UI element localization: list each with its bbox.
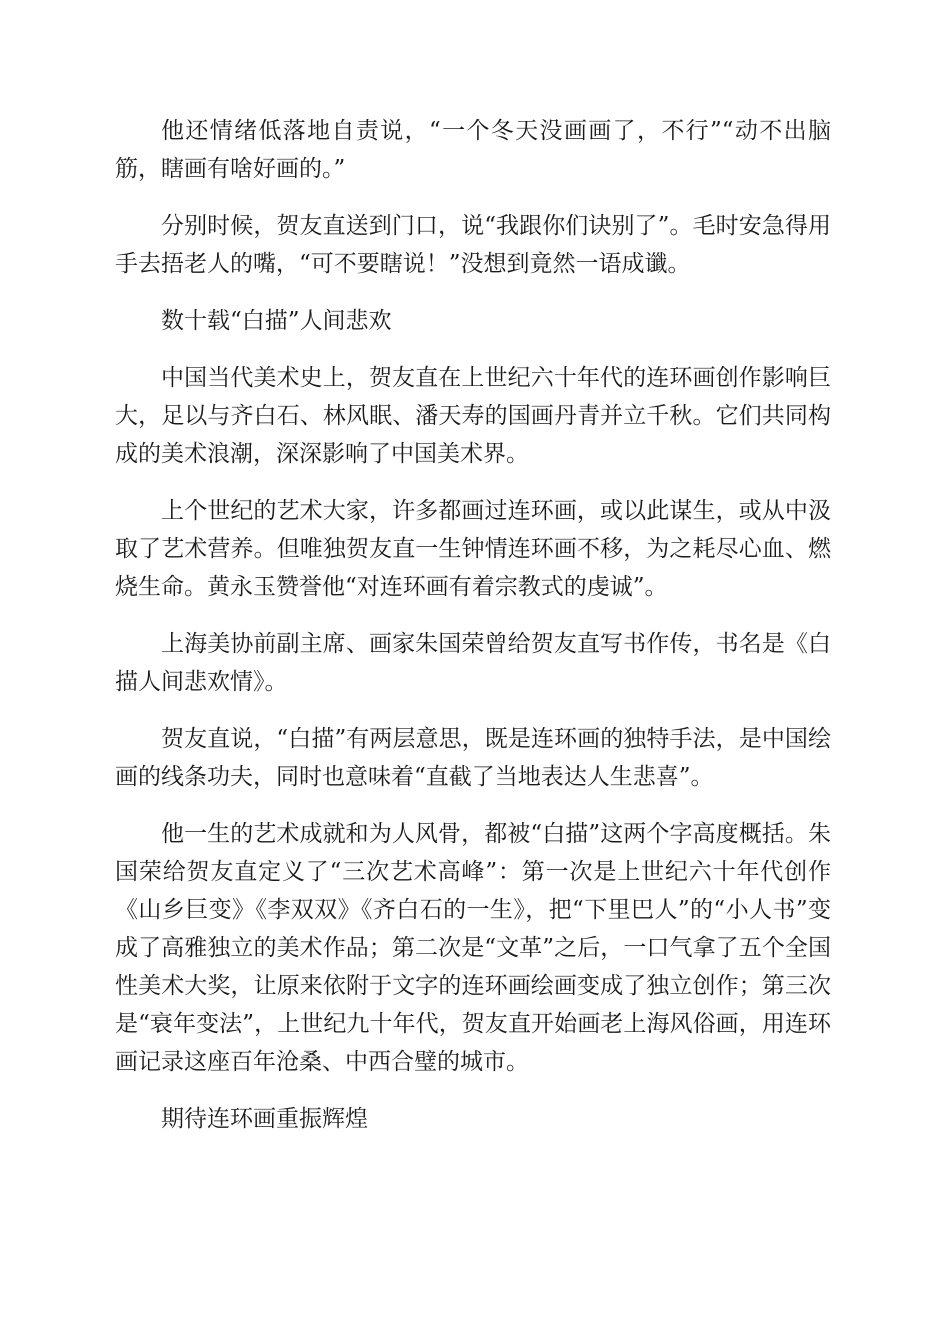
paragraph: 分别时候，贺友直送到门口，说“我跟你们诀别了”。毛时安急得用手去捂老人的嘴，“可不要瞎说！”没想到竟然一语成谶。 xyxy=(115,213,831,277)
paragraph: 上个世纪的艺术大家，许多都画过连环画，或以此谋生，或从中汲取了艺术营养。但唯独贺友直一生钟情连环画不移，为之耗尽心血、燃烧生命。黄永玉赞誉他“对连环画有着宗教式的虔诚”。 xyxy=(115,498,831,600)
paragraph: 上海美协前副主席、画家朱国荣曾给贺友直写书作传，书名是《白描人间悲欢情》。 xyxy=(115,631,831,695)
paragraph: 他一生的艺术成就和为人风骨，都被“白描”这两个字高度概括。朱国荣给贺友直定义了“三次艺术高峰”：第一次是上世纪六十年代创作《山乡巨变》《李双双》《齐白石的一生》，把“下里巴人”的“小人书”变成了高雅独立的美术作品；第二次是“文革”之后，一口气拿了五个全国性美术大奖，让原来依附于文字的连环画绘画变成了独立创作；第三次是“衰年变法”，上世纪九十年代，贺友直开始画老上海风俗画，用连环画记录这座百年沧桑、中西合璧的城市。 xyxy=(115,821,831,1075)
section-heading: 期待连环画重振辉煌 xyxy=(161,1106,368,1132)
section-heading: 数十载“白描”人间悲欢 xyxy=(161,308,392,334)
paragraph: 贺友直说，“白描”有两层意思，既是连环画的独特手法，是中国绘画的线条功夫，同时也意味着“直截了当地表达人生悲喜”。 xyxy=(115,726,831,790)
article-body xyxy=(115,112,831,1157)
paragraph: 中国当代美术史上，贺友直在上世纪六十年代的连环画创作影响巨大，足以与齐白石、林风眠、潘天寿的国画丹青并立千秋。它们共同构成的美术浪潮，深深影响了中国美术界。 xyxy=(115,365,831,467)
paragraph: 他还情绪低落地自责说，“一个冬天没画画了，不行”“动不出脑筋，瞎画有啥好画的。” xyxy=(115,118,831,182)
